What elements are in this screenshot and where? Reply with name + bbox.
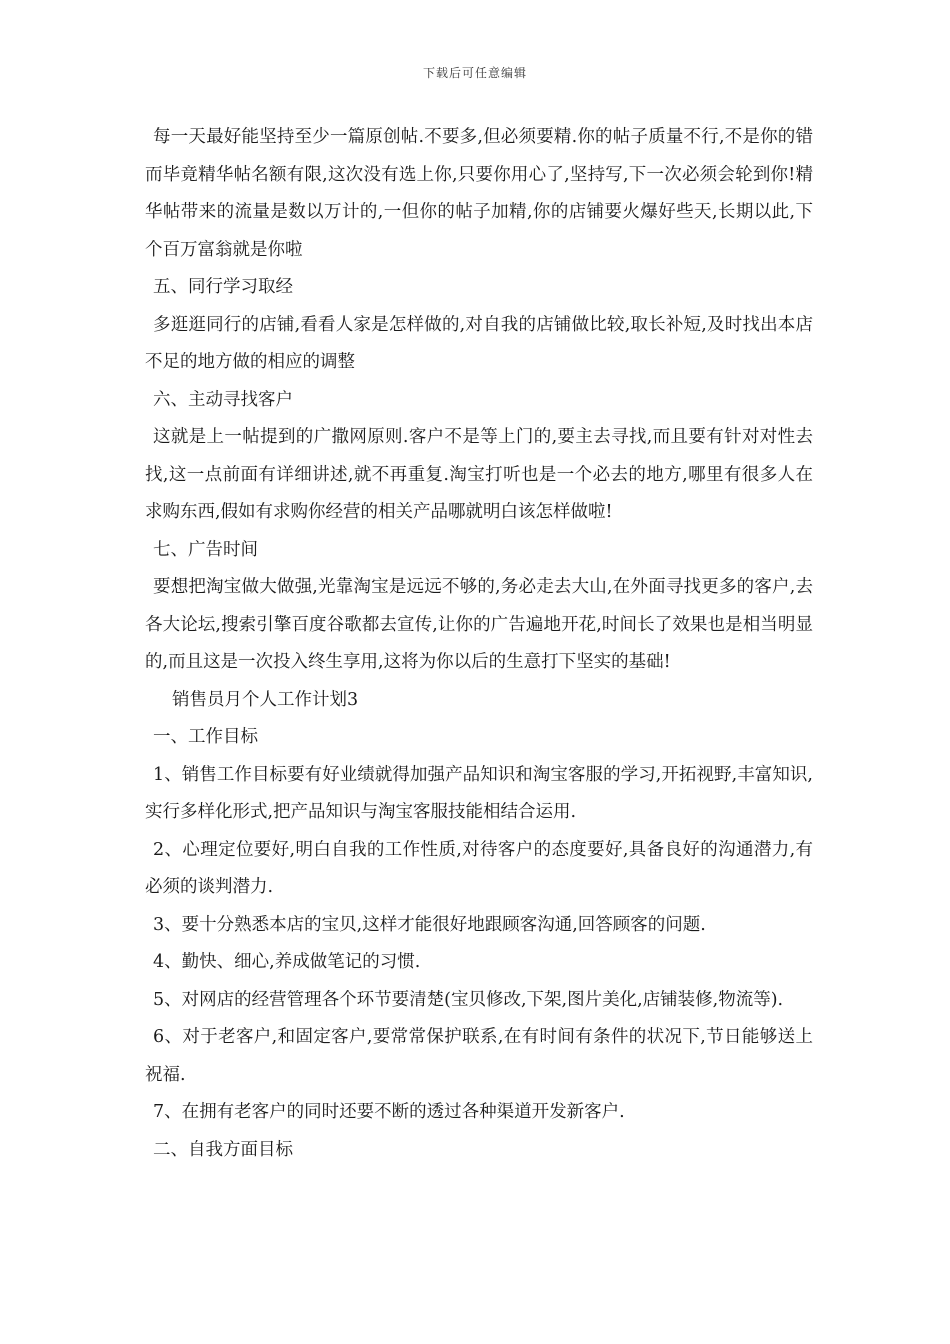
section-heading: 二、自我方面目标 (153, 1139, 293, 1160)
paragraph-body: 多逛逛同行的店铺,看看人家是怎样做的,对自我的店铺做比较,取长补短,及时找出本店不足的地方做的相应的调整 (145, 314, 813, 372)
list-item: 4、勤快、细心,养成做笔记的习惯. (153, 952, 421, 972)
section-heading: 七、广告时间 (153, 539, 258, 560)
page-header: 下载后可任意编辑 (422, 66, 527, 80)
document-subtitle: 销售员月个人工作计划3 (172, 689, 359, 710)
paragraph-body: 每一天最好能坚持至少一篇原创帖.不要多,但必须要精.你的帖子质量不行,不是你的错而毕竟精华帖名额有限,这次没有选上你,只要你用心了,坚持写,下一次必须会轮到你!精华帖带来的流量是数以万计的,一但你的帖子加精,你的店铺要火爆好些天,长期以此,下个百万富翁就是你啦 (145, 127, 813, 260)
list-item: 7、在拥有老客户的同时还要不断的透过各种渠道开发新客户. (153, 1102, 625, 1122)
list-item: 2、心理定位要好,明白自我的工作性质,对待客户的态度要好,具备良好的沟通潜力,有必须的谈判潜力. (145, 839, 813, 897)
document-body (145, 119, 813, 1169)
section-heading: 六、主动寻找客户 (153, 389, 293, 410)
list-item: 1、销售工作目标要有好业绩就得加强产品知识和淘宝客服的学习,开拓视野,丰富知识,实行多样化形式,把产品知识与淘宝客服技能相结合运用. (145, 764, 813, 822)
paragraph-body: 这就是上一帖提到的广撒网原则.客户不是等上门的,要主去寻找,而且要有针对对性去找,这一点前面有详细讲述,就不再重复.淘宝打听也是一个必去的地方,哪里有很多人在求购东西,假如有求购你经营的相关产品哪就明白该怎样做啦! (145, 427, 813, 522)
section-heading: 五、同行学习取经 (153, 277, 293, 297)
list-item: 5、对网店的经营管理各个环节要清楚(宝贝修改,下架,图片美化,店铺装修,物流等). (153, 989, 784, 1010)
paragraph-body: 要想把淘宝做大做强,光靠淘宝是远远不够的,务必走去大山,在外面寻找更多的客户,去各大论坛,搜索引擎百度谷歌都去宣传,让你的广告遍地开花,时间长了效果也是相当明显的,而且这是一次投入终生享用,这将为你以后的生意打下坚实的基础! (145, 577, 813, 672)
list-item: 6、对于老客户,和固定客户,要常常保护联系,在有时间有条件的状况下,节日能够送上祝福. (145, 1027, 813, 1085)
list-item: 3、要十分熟悉本店的宝贝,这样才能很好地跟顾客沟通,回答顾客的问题. (153, 914, 706, 935)
section-heading: 一、工作目标 (153, 727, 258, 747)
